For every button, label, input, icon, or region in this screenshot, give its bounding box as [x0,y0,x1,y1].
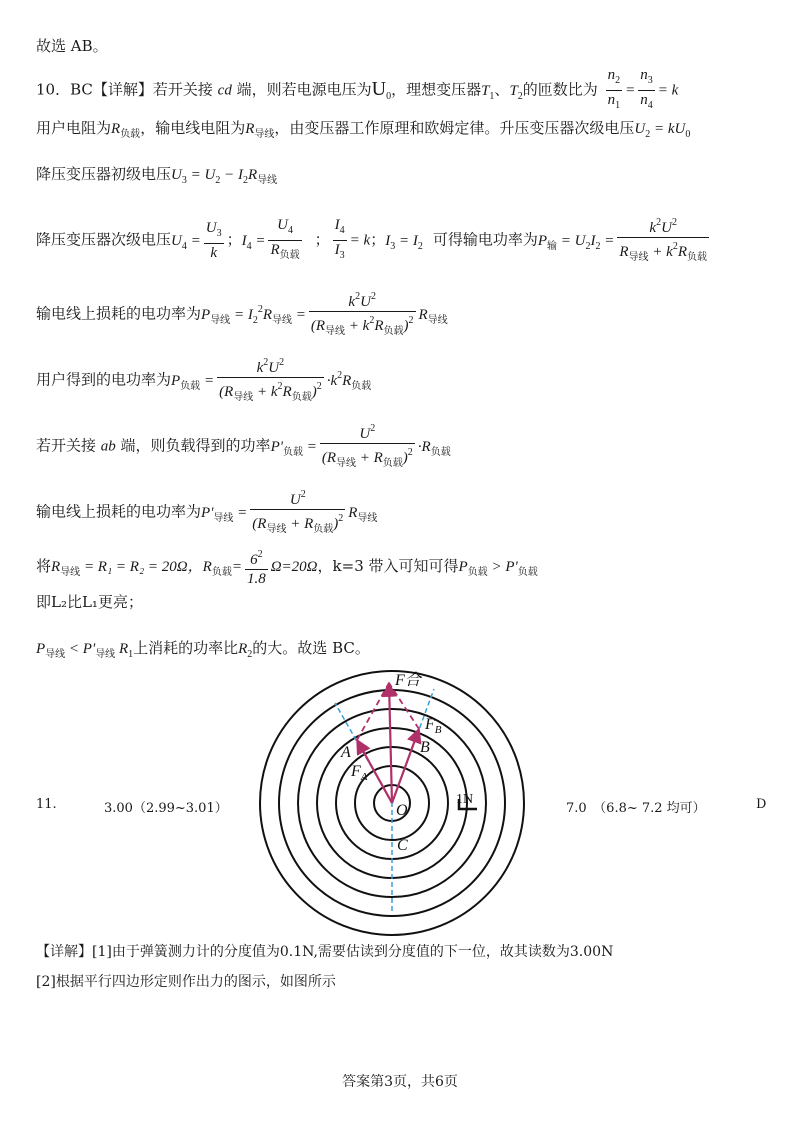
label-point-a: A [341,744,351,761]
symbol: ab [100,438,116,455]
formula-p-compare: $P_{导线} < P'_{导线}$ $R_1$ [36,641,134,660]
q10-line [36,66,678,115]
fraction: $\frac{U^2}{(R_{导线} + R_{负载})^2}$ [320,420,415,473]
text: 输电线上损耗的电功率为 [36,502,202,521]
text: 若开关接 [152,80,218,99]
line-p-loss [36,288,448,341]
text: 用户电阻为 [36,119,112,137]
fraction: $\frac{k^2U^2}{(R_{导线} + k^2R_{负载})^2}$ [309,288,416,341]
formula-p-daoxian: $P_{导线} = I_2^2R_{导线}$ = [201,303,306,326]
fraction: $\frac{U_3}{k}$ [205,220,222,261]
line-conclusion-bc [36,638,370,665]
label-scale-1n: 1N [456,792,474,807]
detail-line-1: 【详解】[1]由于弹簧测力计的分度值为0.1N,需要估读到分度值的下一位，故其读数为3.00N [36,944,614,960]
line-p-loss-prime [36,486,377,539]
label-f-a: $F_A$ [351,763,368,783]
text: ，k=3 带入可知可得 [317,557,459,575]
formula-u2: $U_2 = kU_0$ [634,121,691,140]
text: 可得输电功率为 [432,230,538,249]
symbol: $\cdot k^2R_{负载}$ [326,369,372,392]
line-p-user [36,354,371,407]
q11-number: 11. [36,797,57,812]
symbol: cd [217,82,232,99]
text: 、 [494,80,510,99]
text: ，输电线电阻为 [140,119,246,137]
text: ，理想变压器 [391,80,482,99]
text: ； [314,230,330,249]
text: 上消耗的功率比 [133,639,239,657]
label-point-o: O [396,802,408,819]
fraction: $\frac{k^2U^2}{R_{导线} + k^2R_{负载}}$ [617,214,709,267]
formula-r-fuzai: $R_{负载}=$ [202,559,242,578]
fraction: $\frac{6^2}{1.8}$ [245,546,268,588]
symbol: $U_0$ [371,77,392,102]
formula-p-shu: $P_输 = U_2I_2$ = [537,232,615,252]
text: 的大。故选 BC。 [252,639,370,657]
formula-p-fuzai: $P_{负载}$ = [171,372,215,392]
label-point-c: C [397,837,408,854]
symbol: = [625,82,636,99]
line-substitute [36,546,538,588]
symbol: = k [349,232,371,249]
label-point-b: B [420,739,430,756]
text: 端，则负载得到的功率 [115,436,271,455]
fraction: $\frac{U_4}{R_{负载}}$ [270,217,300,261]
formula-p-daoxian-prime: $P'_{导线}$ = [201,504,248,524]
text: 降压变压器次级电压 [36,230,172,249]
line-l2-brighter: 即L₂比L₁更亮； [36,593,143,611]
formula-i3: $I_3 = I_2$ [385,232,423,252]
q11-answer-2: 7.0 （6.8~ 7.2 均可） [566,801,706,816]
text: ； [226,230,242,249]
line-conclusion-ab: 故选 AB。 [36,37,108,55]
text: 若开关接 [36,436,101,455]
text: 将 [36,557,52,575]
formula-u4: $U_4$ = [171,232,201,252]
formula-r-values: $R_{导线} = R_1 = R_2 = 20\Omega$， [51,559,203,578]
symbol: $R_{导线}$ [348,504,378,524]
fraction: $\frac{k^2U^2}{(R_{导线} + k^2R_{负载})^2}$ [217,354,324,407]
text: 的匝数比为 [522,80,598,99]
symbol: $R_{负载}$ [111,121,141,140]
fraction-n3-n4: $\frac{n_3}{n_4}$ [640,67,653,111]
text: ，由变压器工作原理和欧姆定律。升压变压器次级电压 [274,119,635,137]
symbol: $T_1$ [481,82,495,102]
label-f-b: $F_B$ [425,716,442,736]
symbol: $R_{导线}$ [418,306,448,326]
q10-number: 10．BC【详解】 [36,80,153,99]
detail-line-2: [2]根据平行四边形定则作出力的图示，如图所示 [36,974,336,990]
line-switch-ab [36,420,451,473]
text: ； [370,230,386,249]
q11-answer-3: D [756,797,767,812]
symbol: $R_2$ [238,641,253,660]
formula-i4: $I_4$ = [241,232,266,252]
fraction-n2-n1: $\frac{n_2}{n_1}$ [607,67,621,111]
label-f-resultant: F合 [395,672,421,689]
symbol: $R_{导线}$ [245,121,275,140]
symbol: $\cdot R_{负载}$ [417,438,451,458]
formula-compare: $P_{负载} > P'_{负载}$ [458,559,538,578]
q11-answer-1: 3.00（2.99~3.01） [104,801,228,816]
line-u4 [36,214,712,267]
text: 用户得到的电功率为 [36,370,172,389]
symbol: $T_2$ [509,82,523,102]
text: 输电线上损耗的电功率为 [36,304,202,323]
symbol: = k [657,82,679,99]
formula-u3: $U_3 = U_2 - I_2R_{导线}$ [171,167,278,186]
formula-p-fuzai-prime: $P'_{负载}$ = [270,438,317,458]
line-u3 [36,164,277,191]
symbol: Ω=20Ω [270,559,318,575]
text: 降压变压器初级电压 [36,165,172,183]
text: 端，则若电源电压为 [231,80,372,99]
page-footer: 答案第3页，共6页 [342,1074,458,1090]
force-parallelogram-figure [259,663,529,938]
fraction: $\frac{U^2}{(R_{导线} + R_{负载})^2}$ [250,486,345,539]
line-user-resistance [36,118,690,145]
fraction: $\frac{I_4}{I_3}$ [334,217,345,261]
